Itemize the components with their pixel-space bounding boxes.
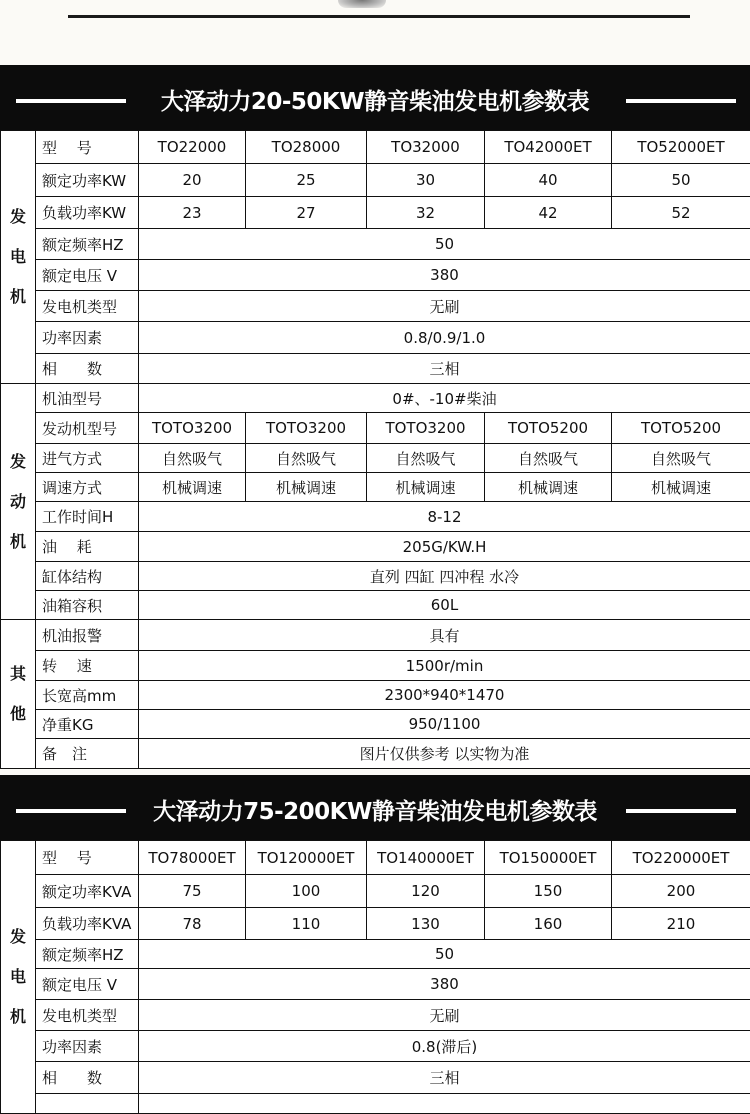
value-cell: TO32000 [367,131,485,164]
value-cell: 100 [246,875,367,908]
banner-right-bar [626,809,736,813]
merged-value-cell: 无刷 [139,1000,750,1031]
section1-banner [0,65,750,130]
row-label: 长宽高mm [36,681,139,710]
table-row [1,908,750,940]
table-row [1,1031,750,1062]
merged-value-cell: 无刷 [139,291,750,322]
row-label: 负载功率KW [36,197,139,229]
table-row [1,444,750,473]
value-cell: TOTO5200 [485,413,612,444]
top-decoration [0,0,750,65]
table-row [1,502,750,532]
merged-value-cell: 8-12 [139,502,750,532]
section2-banner [0,775,750,840]
value-cell: 42 [485,197,612,229]
merged-value-cell [139,1094,750,1114]
table-row [1,841,750,875]
value-cell: TO220000ET [612,841,750,875]
value-cell: 32 [367,197,485,229]
value-cell: TO120000ET [246,841,367,875]
value-cell: TOTO5200 [612,413,750,444]
table-row [1,473,750,502]
value-cell: 机械调速 [612,473,750,502]
row-label: 油箱容积 [36,591,139,620]
row-label: 备 注 [36,739,139,769]
row-label: 发电机类型 [36,291,139,322]
value-cell: TOTO3200 [139,413,246,444]
row-label: 机油报警 [36,620,139,651]
value-cell: 30 [367,164,485,197]
table-row [1,710,750,739]
row-label: 工作时间H [36,502,139,532]
value-cell: 25 [246,164,367,197]
merged-value-cell: 三相 [139,354,750,384]
table-row [1,1000,750,1031]
value-cell: 机械调速 [485,473,612,502]
value-cell: TO28000 [246,131,367,164]
row-label: 型 号 [36,841,139,875]
row-label: 额定电压 V [36,969,139,1000]
table-row [1,229,750,260]
row-label: 额定功率KVA [36,875,139,908]
row-label [36,1094,139,1114]
table-row [1,562,750,591]
merged-value-cell: 0#、-10#柴油 [139,384,750,413]
value-cell: 23 [139,197,246,229]
value-cell: 自然吸气 [485,444,612,473]
row-label: 相 数 [36,1062,139,1094]
merged-value-cell: 具有 [139,620,750,651]
merged-value-cell: 50 [139,940,750,969]
row-label: 功率因素 [36,322,139,354]
row-label: 型 号 [36,131,139,164]
table-row [1,322,750,354]
row-label: 发动机型号 [36,413,139,444]
table-row [1,1094,750,1114]
top-divider-line [68,15,690,18]
table-row [1,681,750,710]
merged-value-cell: 1500r/min [139,651,750,681]
value-cell: 自然吸气 [367,444,485,473]
value-cell: 40 [485,164,612,197]
section2-title: 大泽动力75-200KW静音柴油发电机参数表 [0,793,750,826]
merged-value-cell: 三相 [139,1062,750,1094]
value-cell: 120 [367,875,485,908]
value-cell: 机械调速 [139,473,246,502]
value-cell: 自然吸气 [246,444,367,473]
value-cell: TO22000 [139,131,246,164]
group-label: 其他 [1,620,36,769]
value-cell: TO150000ET [485,841,612,875]
group-label: 发电机 [1,841,36,1114]
merged-value-cell: 50 [139,229,750,260]
value-cell: 50 [612,164,750,197]
value-cell: 75 [139,875,246,908]
value-cell: 20 [139,164,246,197]
banner-right-bar [626,99,736,103]
table-row [1,260,750,291]
value-cell: TO42000ET [485,131,612,164]
table-row [1,532,750,562]
table-row [1,354,750,384]
table-row [1,651,750,681]
row-label: 额定功率KW [36,164,139,197]
value-cell: 160 [485,908,612,940]
value-cell: 78 [139,908,246,940]
table-row [1,131,750,164]
table-row [1,875,750,908]
merged-value-cell: 380 [139,969,750,1000]
row-label: 额定电压 V [36,260,139,291]
merged-value-cell: 60L [139,591,750,620]
value-cell: 130 [367,908,485,940]
table-row [1,940,750,969]
row-label: 调速方式 [36,473,139,502]
row-label: 负载功率KVA [36,908,139,940]
table-row [1,291,750,322]
table-row [1,739,750,769]
top-shadow [338,0,386,8]
value-cell: 机械调速 [367,473,485,502]
table-row [1,1062,750,1094]
value-cell: 210 [612,908,750,940]
value-cell: 自然吸气 [139,444,246,473]
value-cell: TOTO3200 [367,413,485,444]
merged-value-cell: 380 [139,260,750,291]
row-label: 发电机类型 [36,1000,139,1031]
table-row [1,591,750,620]
row-label: 相 数 [36,354,139,384]
merged-value-cell: 0.8/0.9/1.0 [139,322,750,354]
row-label: 缸体结构 [36,562,139,591]
value-cell: 150 [485,875,612,908]
row-label: 转 速 [36,651,139,681]
value-cell: TO78000ET [139,841,246,875]
value-cell: 110 [246,908,367,940]
merged-value-cell: 图片仅供参考 以实物为准 [139,739,750,769]
table-row [1,620,750,651]
value-cell: 27 [246,197,367,229]
value-cell: TO140000ET [367,841,485,875]
merged-value-cell: 205G/KW.H [139,532,750,562]
row-label: 额定频率HZ [36,940,139,969]
group-label: 发动机 [1,384,36,620]
table-row [1,969,750,1000]
row-label: 进气方式 [36,444,139,473]
section1-spec-table [0,130,750,769]
merged-value-cell: 950/1100 [139,710,750,739]
table-row [1,413,750,444]
merged-value-cell: 0.8(滞后) [139,1031,750,1062]
merged-value-cell: 2300*940*1470 [139,681,750,710]
value-cell: 200 [612,875,750,908]
value-cell: TOTO3200 [246,413,367,444]
value-cell: TO52000ET [612,131,750,164]
section2-spec-table [0,840,750,1114]
row-label: 额定频率HZ [36,229,139,260]
row-label: 机油型号 [36,384,139,413]
row-label: 净重KG [36,710,139,739]
section1-title: 大泽动力20-50KW静音柴油发电机参数表 [0,83,750,116]
table-row [1,384,750,413]
group-label: 发电机 [1,131,36,384]
value-cell: 机械调速 [246,473,367,502]
row-label: 油 耗 [36,532,139,562]
row-label: 功率因素 [36,1031,139,1062]
table-row [1,164,750,197]
table-row [1,197,750,229]
value-cell: 52 [612,197,750,229]
value-cell: 自然吸气 [612,444,750,473]
merged-value-cell: 直列 四缸 四冲程 水冷 [139,562,750,591]
